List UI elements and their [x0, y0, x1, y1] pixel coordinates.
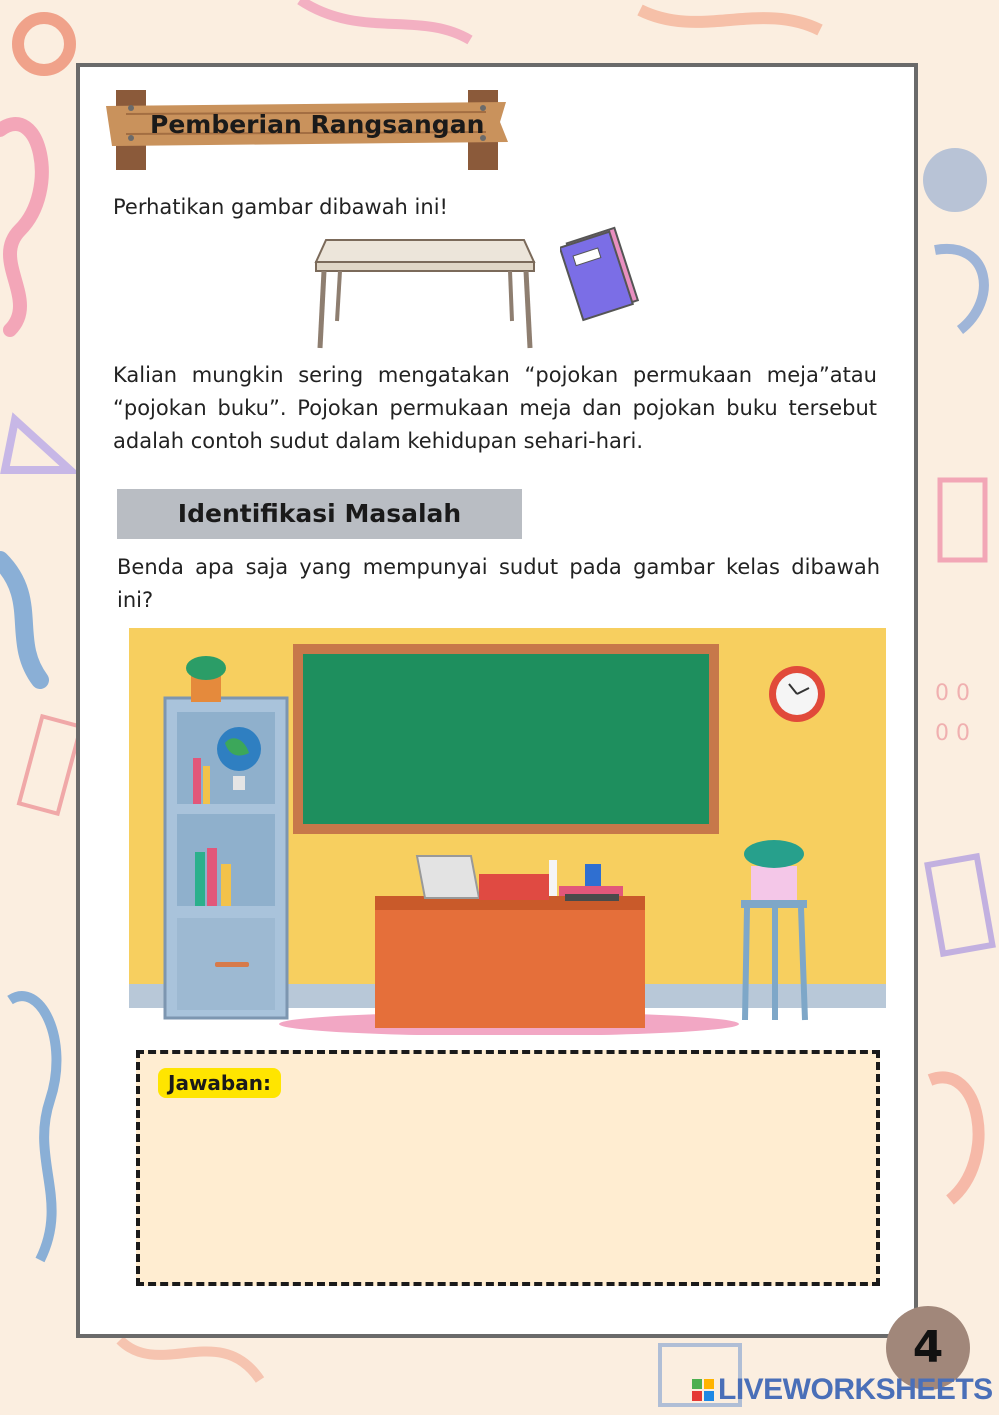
title-sign	[106, 88, 508, 172]
description-text: Kalian mungkin sering mengatakan “pojokan permukaan meja”atau “pojokan buku”. Pojokan permukaan meja dan pojokan buku tersebut adalah contoh sudut dalam kehidupan sehari-hari.	[113, 363, 877, 453]
brand-name: LIVEWORKSHEETS	[718, 1373, 993, 1406]
svg-text:0 0: 0 0	[935, 681, 970, 706]
answer-label: Jawaban:	[158, 1068, 281, 1098]
liveworksheets-logo-icon	[692, 1379, 714, 1401]
answer-box[interactable]	[136, 1050, 880, 1286]
question-text: Benda apa saja yang mempunyai sudut pada gambar kelas dibawah ini?	[117, 555, 880, 612]
page-title: Pemberian Rangsangan	[150, 110, 485, 139]
section-heading-text: Identifikasi Masalah	[177, 499, 462, 528]
classroom-illustration	[129, 628, 886, 1035]
laptop-icon	[417, 856, 479, 898]
page-number-badge: 4	[886, 1306, 970, 1390]
table-illustration	[312, 236, 538, 352]
book-icon	[560, 226, 644, 322]
brand-footer	[692, 1373, 993, 1407]
intro-text: Perhatikan gambar dibawah ini!	[113, 195, 448, 219]
svg-text:0 0: 0 0	[935, 721, 970, 746]
section-heading	[117, 489, 522, 539]
